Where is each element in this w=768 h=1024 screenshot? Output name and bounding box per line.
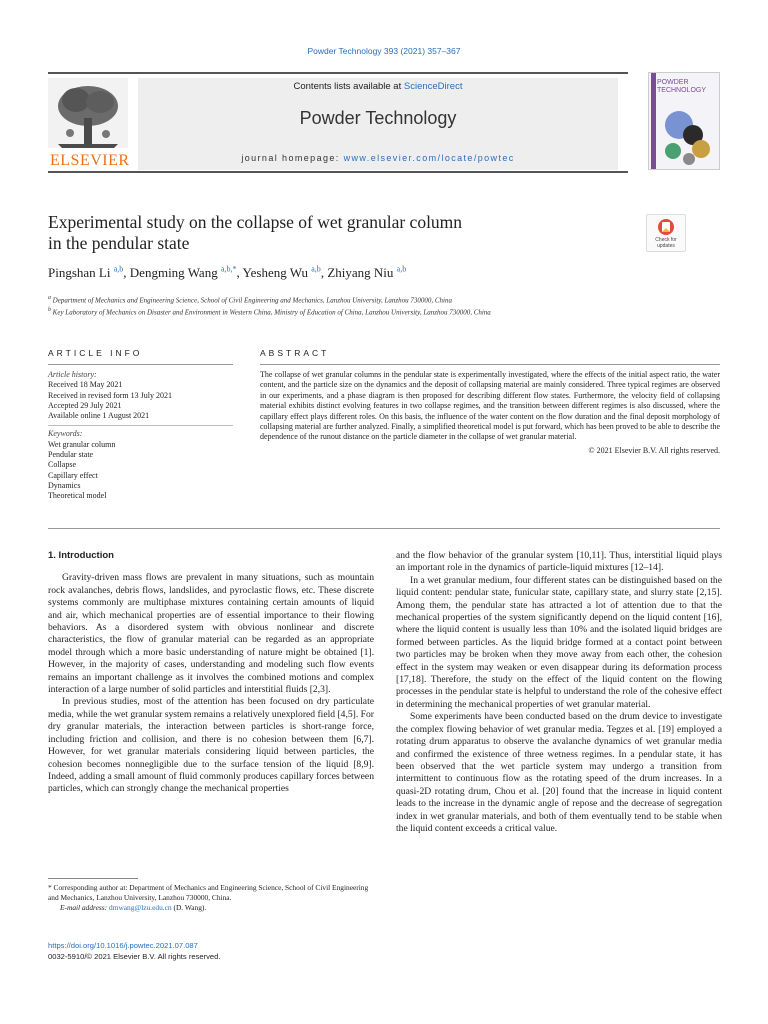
affiliation-item <box>48 305 728 317</box>
body-paragraph: In a wet granular medium, four different states can be distinguished based on the liquid content: pendular state, funicular state, capillary state, and slurry state [2,15]. Among them, the pendular state has attracted a lot of attention due to that the mechanical properties of the system significantly depend on the liquid content [16], where the liquid content is usually less than 10% and the isolated liquid bridges are formed between particles. As the liquid bridge formed at a contact point between two particles may be broken when they move away from each other, the cohesion effect in the system may weaken or even disappear during its deformation process [17,18]. Therefore, the study on the effect of the liquid content on the flowing processes in the pendular state is helpful to understand the role of the cohesive effect in determining the mechanical properties of wet granular material. <box>396 574 722 710</box>
masthead-bottom-rule <box>48 171 628 173</box>
history-item: Received 18 May 2021 <box>48 380 123 390</box>
cover-title-line1: POWDER <box>657 79 689 86</box>
check-updates-icon <box>647 217 685 239</box>
homepage-link[interactable]: www.elsevier.com/locate/powtec <box>343 153 515 163</box>
body-column-left <box>48 550 374 796</box>
keyword-item: Collapse <box>48 460 76 470</box>
contents-line <box>138 81 618 92</box>
cover-artwork-icon <box>649 73 720 170</box>
corresponding-author-footnote <box>48 883 378 913</box>
affiliation-mark: a <box>48 295 51 301</box>
abstract-bottom-rule <box>48 528 720 529</box>
affiliation-item <box>48 293 728 305</box>
author-separator: , <box>236 265 243 281</box>
author-name[interactable]: Pingshan Li <box>48 265 111 281</box>
article-info-rule <box>48 364 233 365</box>
author-affiliation-mark[interactable]: a,b <box>311 265 321 274</box>
footnote-email-line <box>48 903 378 913</box>
keyword-item: Dynamics <box>48 480 81 490</box>
author-separator: , <box>320 265 328 281</box>
article-title-line1: Experimental study on the collapse of wet granular column <box>48 212 463 232</box>
email-suffix: (D. Wang). <box>171 903 207 912</box>
contents-prefix: Contents lists available at <box>293 81 404 92</box>
author-item <box>48 265 130 280</box>
keyword-item: Capillary effect <box>48 470 98 480</box>
author-separator: , <box>123 265 130 281</box>
check-updates-label: Check for updates <box>655 237 677 249</box>
doi-block <box>48 940 378 962</box>
keyword-item: Theoretical model <box>48 491 107 501</box>
masthead-top-rule <box>48 72 628 74</box>
affiliations <box>48 293 728 318</box>
introduction-heading: 1. Introduction <box>48 550 114 561</box>
sciencedirect-link[interactable]: ScienceDirect <box>403 81 463 92</box>
email-link[interactable]: dmwang@lzu.edu.cn <box>109 903 172 912</box>
footnote-text: * Corresponding author at: Department of Mechanics and Engineering Science, School of Civil Engineering and Mechanics, Lanzhou University, Lanzhou 730000, China. <box>48 883 369 902</box>
abstract-text: The collapse of wet granular columns in the pendular state is experimentally investigated, where the effects of the initial aspect ratio, the water content, and the particle size on the dynamics and the deposit of collapsing material are mainly considered. Three typical regimes are observed in our experiments, and a phase diagram is then proposed for describing different flow states. Furthermore, the velocity field of collapsing material exhibits distinct evolving features in two collapse regimes, and the transition between different regimes is also discussed, where the capillary effect plays different roles. On this basis, the influence of the water content on the flow duration and the final deposit morphology of collapsing material are further analyzed. Finally, a simplified theoretical model is put forward, which has been proved to be able to describe the dependence of the runout distance on the particle diameter in the collapse of wet granular material. <box>260 370 720 442</box>
article-info <box>48 370 233 502</box>
doi-link[interactable]: https://doi.org/10.1016/j.powtec.2021.07.087 <box>48 941 198 950</box>
author-list <box>48 265 708 281</box>
author-item <box>243 265 328 280</box>
journal-title: Powder Technology <box>299 108 457 128</box>
article-title <box>48 212 588 254</box>
body-paragraph: Gravity-driven mass flows are prevalent in many situations, such as mountain rock avalanches, debris flows, landslides, and pyroclastic flows, etc. These discrete systems commonly are multiphase mixtures containing certain amounts of liquid and air, which mechanical properties are of essential importance to their flowing behaviors. As a disordered system with obvious nonlinear and discrete characteristics, the flow of granular material can be regarded as an appropriate model through which a more basic understanding of nature might be obtained [1]. However, in the majority of cases, understanding and modeling such flow events remains an important challenge as it involves the combined motions and complex interaction of a large number of solid particles and interstitial fluids [2,3]. <box>48 572 374 696</box>
homepage-prefix: journal homepage: <box>241 153 344 163</box>
author-name[interactable]: Dengming Wang <box>129 265 218 281</box>
body-paragraph: and the flow behavior of the granular system [10,11]. Thus, interstitial liquid plays an important role in the dynamics of particle-liquid mixtures [12–14]. <box>396 550 722 574</box>
article-title-line2: in the pendular state <box>48 233 190 253</box>
check-for-updates-button[interactable] <box>646 214 686 252</box>
author-name[interactable]: Zhiyang Niu <box>327 265 394 281</box>
author-affiliation-mark[interactable]: a,b <box>396 265 407 274</box>
keyword-item: Wet granular column <box>48 439 116 449</box>
abstract-copyright: © 2021 Elsevier B.V. All rights reserved. <box>588 445 720 455</box>
abstract-rule <box>260 364 720 365</box>
history-item: Accepted 29 July 2021 <box>48 400 122 410</box>
author-affiliation-mark[interactable]: a,b,* <box>220 265 237 274</box>
author-item <box>130 265 243 280</box>
email-label: E-mail address: <box>60 903 109 912</box>
masthead <box>48 72 628 172</box>
homepage-line <box>138 153 618 163</box>
affiliation-mark: b <box>48 307 51 314</box>
affiliation-text: Department of Mechanics and Engineering Science, School of Civil Engineering and Mechanics, Lanzhou University, Lanzhou 730000, China <box>52 296 453 305</box>
body-paragraph: Some experiments have been conducted based on the drum device to investigate the complex flowing behavior of wet granular media. Tegzes et al. [19] employed a rotating drum apparatus to observe the avalanche dynamics of wet granular media and confirmed the existence of three wetness regimes. In a pendular state, it has been observed that the wet particle system may undergo a transition from intermittent to continuous flow as the rotating speed of the drum increases. In a quasi-2D rotating drum, Chou et al. [20] found that the increase in liquid content leads to the increase in the dynamic angle of repose and the decrease of segregation index in wet granular materials, and both of them eventually tend to be stable when the liquid content exceeds a critical value. <box>396 711 722 834</box>
journal-cover <box>648 72 720 170</box>
abstract <box>260 370 720 456</box>
history-label: Article history: <box>48 370 97 379</box>
publisher-wordmark: ELSEVIER <box>50 152 130 169</box>
article-info-heading: ARTICLE INFO <box>48 348 143 358</box>
footnote-rule <box>48 878 138 879</box>
body-paragraph: In previous studies, most of the attention has been focused on dry particulate media, while the wet granular system remains a relatively unexplored field [4,5]. For dry granular materials, the interaction between particles is short-range force, including friction and collision, and there is no cohesion between them [6,7]. However, for wet granular materials considering liquid between particles, the cohesion becomes nonnegligible due to the surface tension of the liquid [8,9]. Indeed, adding a small amount of fluid commonly produces capillary forces between particles, which can strongly change the mechanical properties <box>48 696 374 795</box>
history-item: Received in revised form 13 July 2021 <box>48 390 172 400</box>
author-name[interactable]: Yesheng Wu <box>242 265 308 281</box>
author-item <box>327 265 406 280</box>
affiliation-text: Key Laboratory of Mechanics on Disaster and Environment in Western China, Ministry of Education of China, Lanzhou University, Lanzhou 730000, China <box>52 308 491 317</box>
journal-reference[interactable]: Powder Technology 393 (2021) 357–367 <box>307 46 461 56</box>
author-affiliation-mark[interactable]: a,b <box>113 265 124 274</box>
keywords-label: Keywords: <box>48 429 83 439</box>
history-item: Available online 1 August 2021 <box>48 411 150 421</box>
masthead-center <box>138 78 618 170</box>
cover-title-line2: TECHNOLOGY <box>657 87 707 94</box>
keyword-item: Pendular state <box>48 450 94 460</box>
info-divider <box>48 425 233 426</box>
body-column-right <box>396 550 722 835</box>
abstract-heading: ABSTRACT <box>260 348 330 358</box>
issn-line: 0032-5910/© 2021 Elsevier B.V. All rights reserved. <box>48 952 221 961</box>
